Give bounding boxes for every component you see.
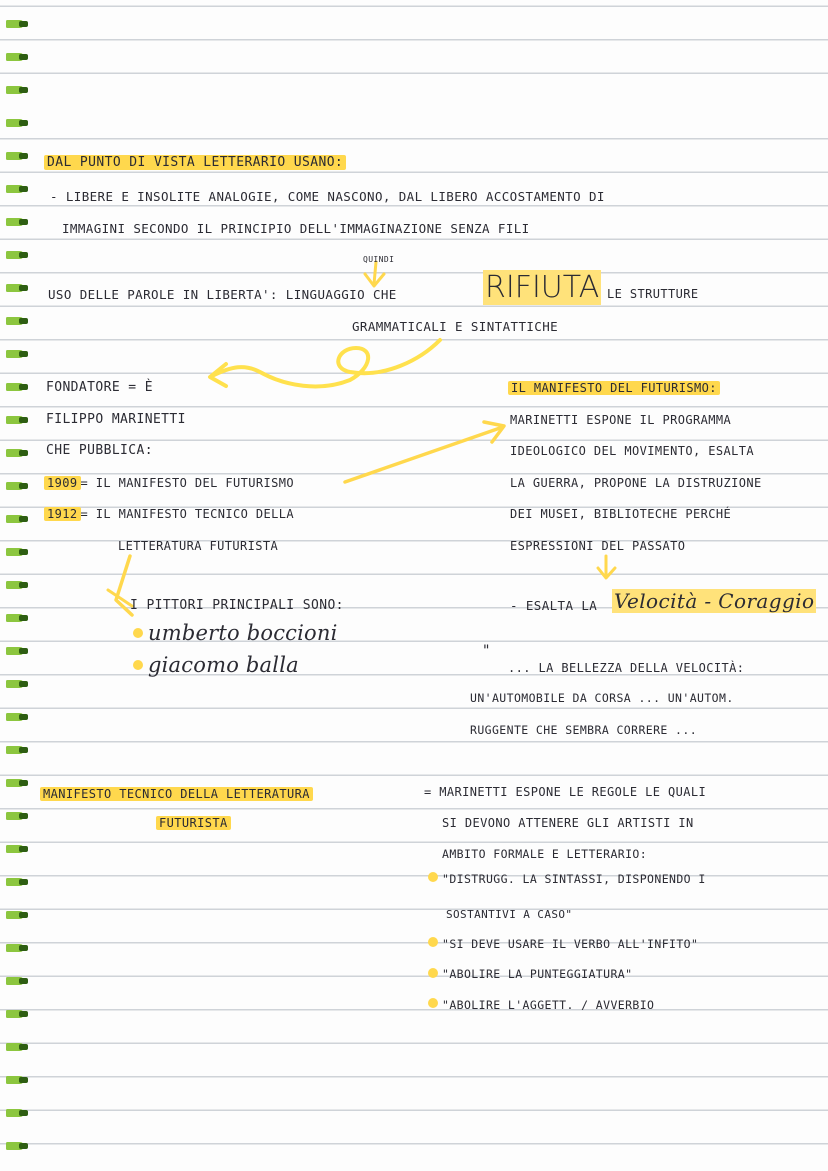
yellow-dot-icon: [428, 937, 438, 947]
quote-mark: ": [482, 643, 491, 659]
fondatore-line-3: CHE PUBBLICA:: [46, 443, 153, 458]
velocita-coraggio: Velocità - Coraggio: [614, 589, 815, 613]
tecnico-rule-3: "ABOLIRE LA PUNTEGGIATURA": [442, 967, 633, 981]
tecnico-rule-1b: SOSTANTIVI A CASO": [446, 908, 573, 921]
intro-heading: DAL PUNTO DI VISTA LETTERARIO USANO:: [44, 155, 346, 171]
esalta-label: - ESALTA LA: [510, 598, 598, 613]
pittore-2: giacomo balla: [148, 653, 299, 677]
yellow-dot-icon: [133, 660, 143, 670]
loop-arrow-icon: [210, 340, 440, 386]
manifesto-line-2: IDEOLOGICO DEL MOVIMENTO, ESALTA: [510, 444, 754, 458]
tecnico-rule-1: "DISTRUGG. LA SINTASSI, DISPONENDO I: [442, 872, 706, 886]
tecnico-title-2: FUTURISTA: [156, 815, 231, 831]
tecnico-title-1: MANIFESTO TECNICO DELLA LETTERATURA: [40, 786, 313, 802]
manifesto-title: IL MANIFESTO DEL FUTURISMO:: [508, 380, 720, 396]
intro-line-1: - LIBERE E INSOLITE ANALOGIE, COME NASCONO, DAL LIBERO ACCOSTAMENTO DI: [50, 189, 605, 204]
fondatore-line-2: FILIPPO MARINETTI: [46, 412, 186, 427]
tecnico-line-1: = MARINETTI ESPONE LE REGOLE LE QUALI: [424, 785, 707, 799]
yellow-dot-icon: [428, 968, 438, 978]
tecnico-line-3: AMBITO FORMALE E LETTERARIO:: [442, 847, 648, 861]
strutture-label: LE STRUTTURE: [607, 287, 699, 301]
fondatore-item-1912-b: LETTERATURA FUTURISTA: [118, 539, 279, 553]
quote-line-1: ... LA BELLEZZA DELLA VELOCITÀ:: [508, 661, 745, 675]
tecnico-line-2: SI DEVONO ATTENERE GLI ARTISTI IN: [442, 816, 694, 830]
quote-line-2: UN'AUTOMOBILE DA CORSA ... UN'AUTOM.: [470, 691, 734, 705]
tecnico-rule-2: "SI DEVE USARE IL VERBO ALL'INFITO": [442, 937, 699, 951]
intro-line-2: IMMAGINI SECONDO IL PRINCIPIO DELL'IMMAGINAZIONE SENZA FILI: [62, 221, 530, 236]
arrow-down-esalta-icon: [598, 556, 615, 578]
yellow-dot-icon: [428, 872, 438, 882]
manifesto-line-4: DEI MUSEI, BIBLIOTECHE PERCHÉ: [510, 507, 732, 521]
arrow-to-pittori-icon: [108, 556, 132, 615]
manifesto-line-3: LA GUERRA, PROPONE LA DISTRUZIONE: [510, 476, 762, 490]
fondatore-line-1: FONDATORE = È: [46, 380, 153, 395]
quote-line-3: RUGGENTE CHE SEMBRA CORRERE ...: [470, 723, 698, 737]
yellow-dot-icon: [133, 628, 143, 638]
yellow-dot-icon: [428, 998, 438, 1008]
quindi-label: QUINDI: [363, 255, 395, 264]
arrow-to-manifesto-icon: [345, 422, 504, 482]
manifesto-line-5: ESPRESSIONI DEL PASSATO: [510, 539, 686, 553]
tecnico-rule-4: "ABOLIRE L'AGGETT. / AVVERBIO: [442, 998, 655, 1012]
pittore-1: umberto boccioni: [148, 621, 338, 645]
fondatore-item-1909: 1909 = IL MANIFESTO DEL FUTURISMO: [44, 475, 294, 491]
pittori-title: I PITTORI PRINCIPALI SONO:: [130, 598, 344, 613]
rifiuta-word: RIFIUTA: [485, 270, 600, 305]
uso-line: USO DELLE PAROLE IN LIBERTA': LINGUAGGIO CHE: [48, 287, 397, 302]
grammaticali-line: GRAMMATICALI E SINTATTICHE: [352, 319, 559, 334]
manifesto-line-1: MARINETTI ESPONE IL PROGRAMMA: [510, 413, 732, 427]
fondatore-item-1912: 1912 = IL MANIFESTO TECNICO DELLA: [44, 506, 294, 522]
